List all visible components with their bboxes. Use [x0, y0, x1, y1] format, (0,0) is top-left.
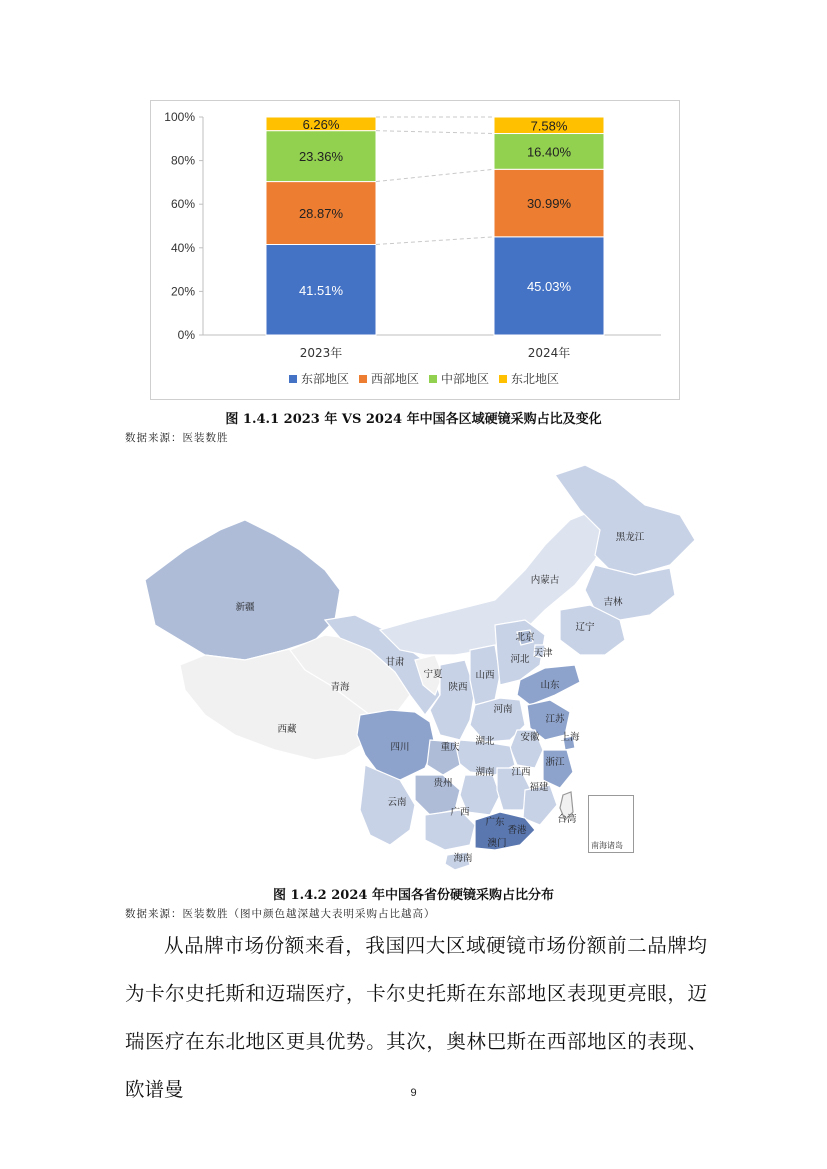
province-label: 河南 — [493, 704, 513, 715]
province-label: 台湾 — [557, 814, 577, 825]
bar-data-label: 7.58% — [530, 118, 568, 134]
province-label: 湖南 — [475, 767, 495, 778]
x-category-label: 2024年 — [527, 346, 571, 360]
bar-data-label: 6.26% — [302, 116, 340, 132]
bar-data-label: 16.40% — [526, 144, 572, 160]
page-number: 9 — [410, 1087, 417, 1099]
province-label: 吉林 — [603, 597, 623, 608]
province-label: 江苏 — [545, 714, 565, 725]
province-label: 西藏 — [277, 724, 297, 735]
region-share-chart — [150, 100, 680, 400]
province-label: 澳门 — [487, 838, 507, 849]
bar-data-label: 45.03% — [526, 278, 572, 294]
province-label: 黑龙江 — [615, 532, 645, 543]
province-label: 广西 — [450, 807, 470, 818]
china-province-map — [125, 450, 705, 880]
figure-1-caption: 图 1.4.1 2023 年 VS 2024 年中国各区域硬镜采购占比及变化 — [225, 412, 602, 427]
bar-data-label: 23.36% — [298, 149, 344, 165]
province-label: 浙江 — [545, 757, 565, 768]
inset-label: 南海诸岛 — [591, 841, 623, 850]
series-connector-line — [376, 237, 494, 245]
legend-swatch — [289, 375, 297, 383]
province-label: 山东 — [540, 680, 560, 691]
series-connector-line — [376, 131, 494, 134]
province-label: 河北 — [510, 654, 530, 665]
y-tick-label: 0% — [177, 328, 195, 342]
province-label: 新疆 — [235, 602, 255, 613]
legend-swatch — [359, 375, 367, 383]
province-label: 天津 — [533, 648, 553, 659]
y-tick-label: 80% — [170, 153, 195, 168]
figure-2-caption: 图 1.4.2 2024 年中国各省份硬镜采购占比分布 — [273, 888, 554, 903]
province-label: 湖北 — [475, 736, 495, 747]
bar-data-label: 28.87% — [298, 206, 344, 222]
province-label: 广东 — [485, 817, 505, 828]
province-label: 陕西 — [448, 682, 468, 693]
province-label: 上海 — [560, 732, 580, 743]
legend-label: 东部地区 — [301, 372, 350, 386]
province-label: 内蒙古 — [530, 575, 560, 586]
province-label: 香港 — [507, 825, 527, 836]
legend-swatch — [499, 375, 507, 383]
figure-1-source: 数据来源：医装数胜 — [125, 432, 229, 444]
province-label: 重庆 — [440, 742, 460, 753]
province-label: 山西 — [475, 670, 495, 681]
province-label: 北京 — [515, 632, 535, 643]
y-tick-label: 40% — [170, 240, 195, 255]
province-label: 云南 — [387, 797, 407, 808]
province-label: 甘肃 — [385, 657, 405, 668]
legend-swatch — [429, 375, 437, 383]
body-paragraph: 从品牌市场份额来看，我国四大区域硬镜市场份额前二品牌均为卡尔史托斯和迈瑞医疗，卡尔史托斯在东部地区表现更亮眼，迈瑞医疗在东北地区更具优势。其次，奥林巴斯在西部地区的表现、欧谱曼 — [125, 934, 707, 1101]
bar-data-label: 41.51% — [298, 282, 344, 298]
province-label: 安徽 — [520, 732, 540, 743]
province-label: 海南 — [453, 853, 473, 864]
y-tick-label: 20% — [170, 284, 195, 299]
province-label: 四川 — [390, 742, 410, 753]
legend-label: 东北地区 — [511, 372, 560, 386]
legend-label: 西部地区 — [371, 372, 420, 386]
y-tick-label: 60% — [170, 197, 195, 212]
bar-data-label: 30.99% — [526, 196, 572, 212]
stacked-bar-chart-svg — [151, 101, 679, 399]
x-category-label: 2023年 — [299, 346, 343, 360]
figure-2-source: 数据来源：医装数胜（图中颜色越深越大表明采购占比越高） — [125, 908, 436, 920]
series-connector-line — [376, 169, 494, 181]
province-label: 贵州 — [433, 778, 453, 789]
province-label: 江西 — [511, 767, 531, 778]
province-label: 辽宁 — [575, 622, 595, 633]
south-china-sea-inset — [588, 795, 634, 853]
legend-label: 中部地区 — [441, 372, 490, 386]
province-label: 福建 — [529, 782, 549, 793]
province-xinjiang — [145, 520, 340, 660]
province-label: 宁夏 — [423, 669, 443, 680]
province-label: 青海 — [330, 682, 350, 693]
y-tick-label: 100% — [164, 110, 195, 124]
